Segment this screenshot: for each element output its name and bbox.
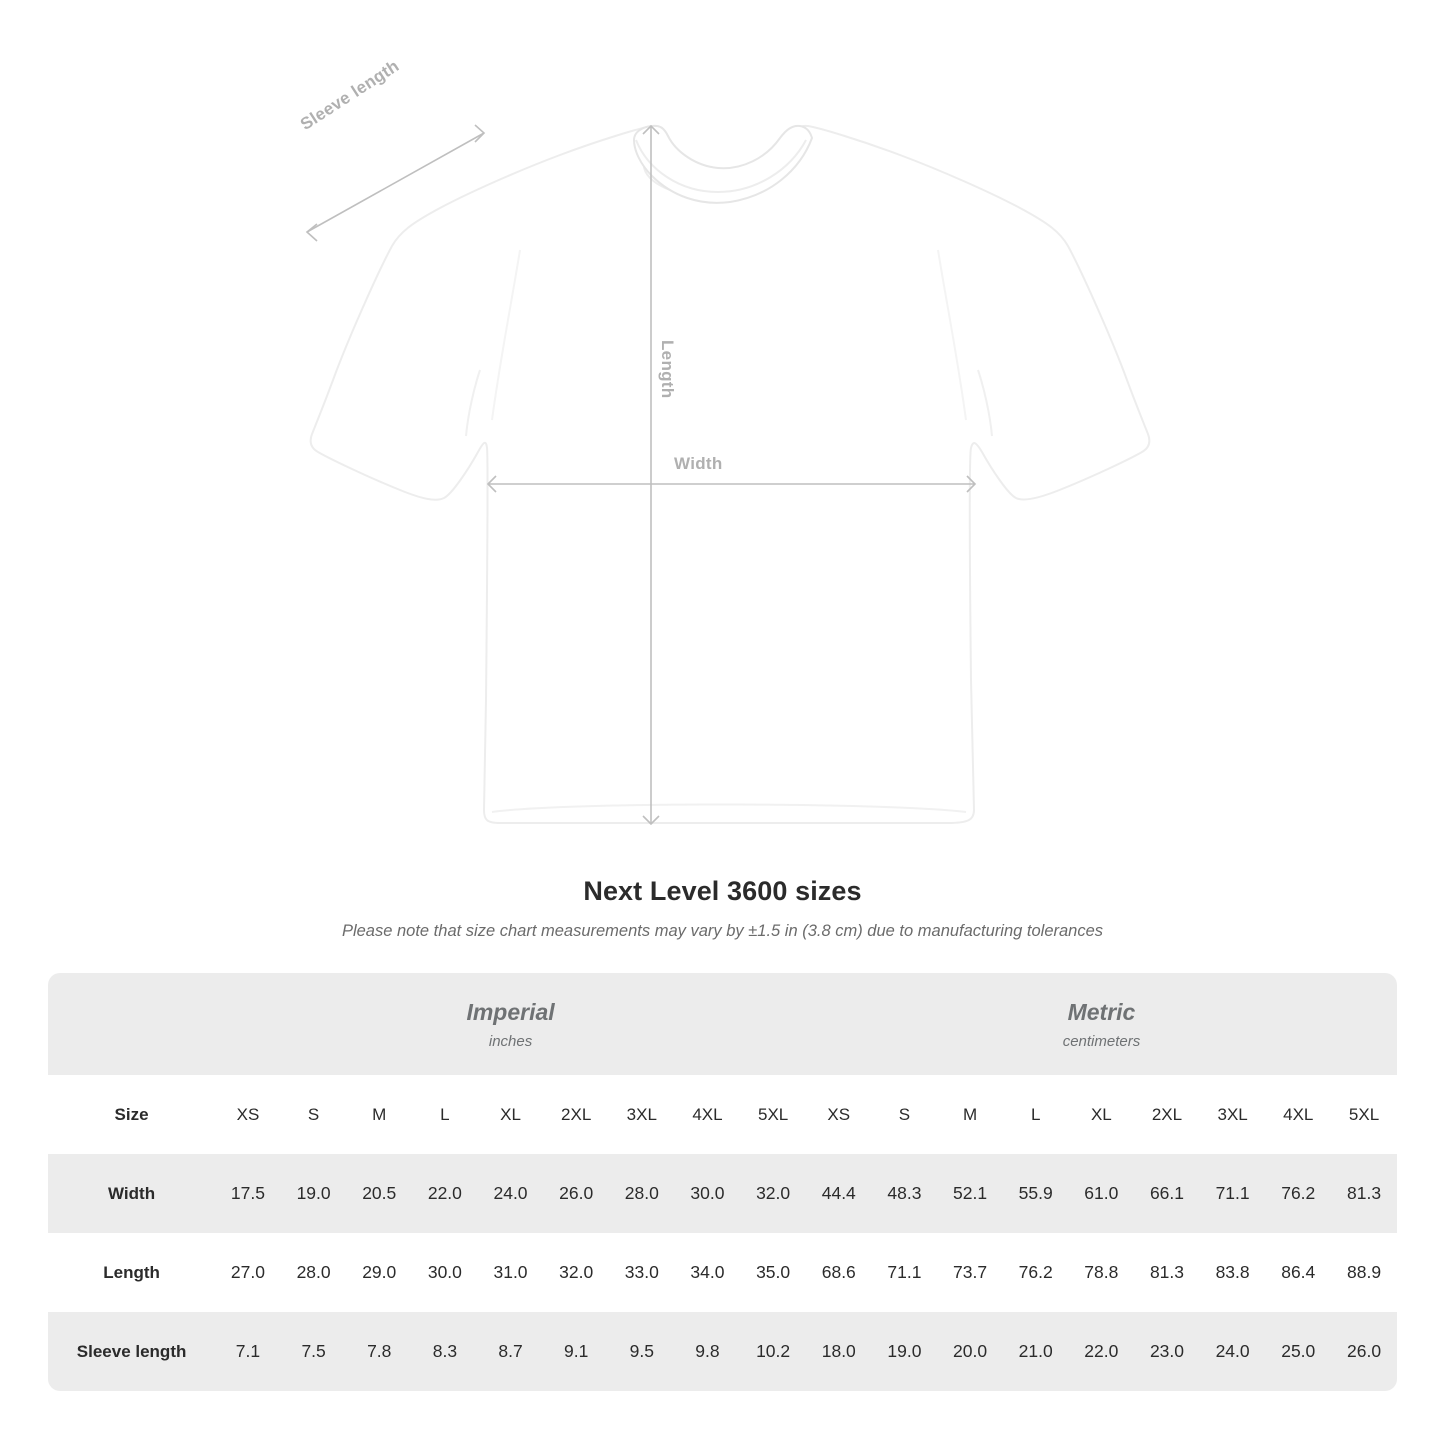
size-col-imperial-xs: XS <box>215 1075 281 1154</box>
system-header-blank-cell <box>48 973 215 1075</box>
cell-width-metric-3xl: 71.1 <box>1200 1154 1266 1233</box>
size-col-metric-xs: XS <box>806 1075 872 1154</box>
size-col-imperial-2xl: 2XL <box>543 1075 609 1154</box>
cell-width-metric-l: 55.9 <box>1003 1154 1069 1233</box>
row-label-length: Length <box>48 1233 215 1312</box>
size-col-metric-2xl: 2XL <box>1134 1075 1200 1154</box>
size-col-imperial-3xl: 3XL <box>609 1075 675 1154</box>
chart-heading-block <box>0 876 1445 941</box>
cell-length-metric-3xl: 83.8 <box>1200 1233 1266 1312</box>
cell-length-metric-xl: 78.8 <box>1069 1233 1135 1312</box>
size-chart-table-wrapper <box>48 973 1397 1391</box>
row-label-width: Width <box>48 1154 215 1233</box>
cell-width-imperial-3xl: 28.0 <box>609 1154 675 1233</box>
cell-width-imperial-m: 20.5 <box>346 1154 412 1233</box>
system-unit-metric: centimeters <box>1062 1032 1141 1050</box>
sleeve-length-dimension-label: Sleeve length <box>297 56 403 134</box>
cell-length-metric-xs: 68.6 <box>806 1233 872 1312</box>
cell-sleeve-imperial-2xl: 9.1 <box>543 1312 609 1391</box>
cell-length-imperial-m: 29.0 <box>346 1233 412 1312</box>
cell-width-metric-s: 48.3 <box>872 1154 938 1233</box>
cell-sleeve-imperial-m: 7.8 <box>346 1312 412 1391</box>
system-name-imperial: Imperial <box>466 998 555 1025</box>
cell-length-imperial-xl: 31.0 <box>478 1233 544 1312</box>
tolerance-note: Please note that size chart measurements may vary by ±1.5 in (3.8 cm) due to manufacturing tolerances <box>341 922 1104 940</box>
table-system-header-row <box>48 973 1397 1075</box>
cell-sleeve-metric-m: 20.0 <box>937 1312 1003 1391</box>
length-dimension-label: Length <box>658 340 677 399</box>
cell-width-metric-xl: 61.0 <box>1069 1154 1135 1233</box>
cell-sleeve-metric-s: 19.0 <box>872 1312 938 1391</box>
size-col-imperial-s: S <box>281 1075 347 1154</box>
cell-length-metric-s: 71.1 <box>872 1233 938 1312</box>
size-col-imperial-m: M <box>346 1075 412 1154</box>
size-col-metric-4xl: 4XL <box>1265 1075 1331 1154</box>
cell-sleeve-imperial-5xl: 10.2 <box>740 1312 806 1391</box>
page-title: Next Level 3600 sizes <box>583 876 862 906</box>
size-col-metric-xl: XL <box>1069 1075 1135 1154</box>
size-row-header: Size <box>48 1075 215 1154</box>
cell-width-imperial-xs: 17.5 <box>215 1154 281 1233</box>
cell-length-metric-4xl: 86.4 <box>1265 1233 1331 1312</box>
width-dimension-label: Width <box>674 454 723 473</box>
size-chart-table <box>48 973 1397 1391</box>
size-col-metric-s: S <box>872 1075 938 1154</box>
system-unit-imperial: inches <box>488 1032 533 1050</box>
system-name-metric: Metric <box>1067 998 1136 1025</box>
cell-sleeve-imperial-3xl: 9.5 <box>609 1312 675 1391</box>
cell-width-imperial-l: 22.0 <box>412 1154 478 1233</box>
size-col-imperial-4xl: 4XL <box>675 1075 741 1154</box>
cell-sleeve-imperial-s: 7.5 <box>281 1312 347 1391</box>
table-row-sleeve-length <box>48 1312 1397 1391</box>
size-col-imperial-5xl: 5XL <box>740 1075 806 1154</box>
cell-width-metric-2xl: 66.1 <box>1134 1154 1200 1233</box>
cell-sleeve-imperial-4xl: 9.8 <box>675 1312 741 1391</box>
cell-width-metric-5xl: 81.3 <box>1331 1154 1397 1233</box>
cell-length-imperial-5xl: 35.0 <box>740 1233 806 1312</box>
cell-sleeve-metric-3xl: 24.0 <box>1200 1312 1266 1391</box>
cell-width-imperial-4xl: 30.0 <box>675 1154 741 1233</box>
cell-length-metric-5xl: 88.9 <box>1331 1233 1397 1312</box>
cell-width-metric-4xl: 76.2 <box>1265 1154 1331 1233</box>
cell-length-imperial-s: 28.0 <box>281 1233 347 1312</box>
cell-length-imperial-2xl: 32.0 <box>543 1233 609 1312</box>
cell-length-metric-l: 76.2 <box>1003 1233 1069 1312</box>
cell-sleeve-imperial-xl: 8.7 <box>478 1312 544 1391</box>
cell-sleeve-metric-xs: 18.0 <box>806 1312 872 1391</box>
cell-length-metric-m: 73.7 <box>937 1233 1003 1312</box>
cell-length-imperial-l: 30.0 <box>412 1233 478 1312</box>
system-header-imperial <box>215 973 806 1075</box>
cell-sleeve-metric-5xl: 26.0 <box>1331 1312 1397 1391</box>
cell-width-imperial-5xl: 32.0 <box>740 1154 806 1233</box>
cell-sleeve-metric-xl: 22.0 <box>1069 1312 1135 1391</box>
cell-length-imperial-xs: 27.0 <box>215 1233 281 1312</box>
cell-sleeve-metric-2xl: 23.0 <box>1134 1312 1200 1391</box>
table-size-row <box>48 1075 1397 1154</box>
cell-sleeve-metric-l: 21.0 <box>1003 1312 1069 1391</box>
cell-width-imperial-xl: 24.0 <box>478 1154 544 1233</box>
cell-width-imperial-2xl: 26.0 <box>543 1154 609 1233</box>
cell-length-imperial-4xl: 34.0 <box>675 1233 741 1312</box>
cell-width-metric-m: 52.1 <box>937 1154 1003 1233</box>
size-col-metric-m: M <box>937 1075 1003 1154</box>
cell-sleeve-imperial-xs: 7.1 <box>215 1312 281 1391</box>
size-col-metric-l: L <box>1003 1075 1069 1154</box>
cell-length-metric-2xl: 81.3 <box>1134 1233 1200 1312</box>
cell-sleeve-imperial-l: 8.3 <box>412 1312 478 1391</box>
cell-width-metric-xs: 44.4 <box>806 1154 872 1233</box>
size-col-imperial-xl: XL <box>478 1075 544 1154</box>
system-header-metric <box>806 973 1397 1075</box>
table-row-width <box>48 1154 1397 1233</box>
table-row-length <box>48 1233 1397 1312</box>
row-label-sleeve-length: Sleeve length <box>48 1312 215 1391</box>
size-col-metric-3xl: 3XL <box>1200 1075 1266 1154</box>
size-col-imperial-l: L <box>412 1075 478 1154</box>
cell-length-imperial-3xl: 33.0 <box>609 1233 675 1312</box>
cell-width-imperial-s: 19.0 <box>281 1154 347 1233</box>
size-col-metric-5xl: 5XL <box>1331 1075 1397 1154</box>
cell-sleeve-metric-4xl: 25.0 <box>1265 1312 1331 1391</box>
